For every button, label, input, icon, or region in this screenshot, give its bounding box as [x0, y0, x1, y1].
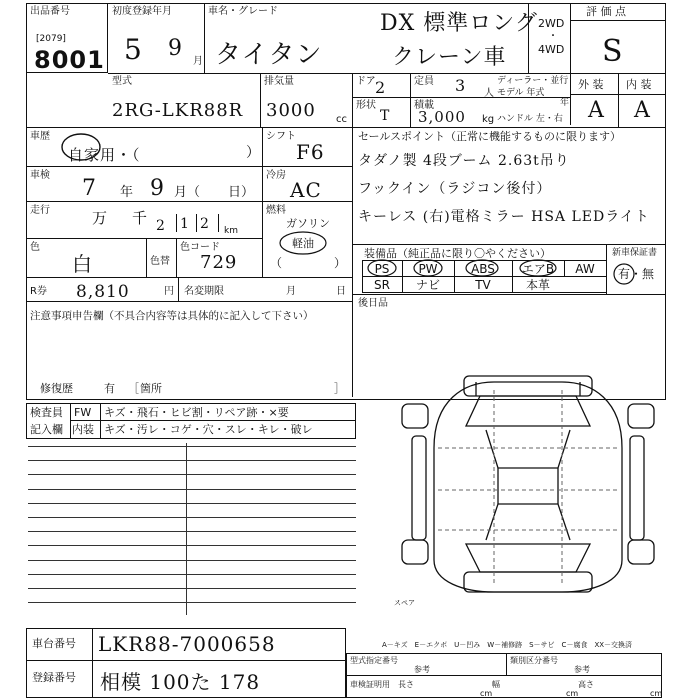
- eval-label: 評 価 点: [586, 5, 626, 18]
- eval-score: S: [602, 34, 624, 69]
- drive-2wd: 2WD: [538, 17, 565, 30]
- divider: [26, 238, 262, 239]
- inspector-interior-items: キズ・汚レ・コゲ・穴・スレ・キレ・破レ: [104, 423, 313, 436]
- shift-label: シフト: [266, 131, 296, 142]
- repaint-label: 色替: [150, 256, 170, 267]
- first-reg-label: 初度登録年月: [112, 6, 172, 17]
- model-year-label: モデル 年式: [497, 88, 545, 98]
- interior-label: 内 装: [626, 78, 652, 91]
- divider: [26, 166, 352, 167]
- notes-column-divider: [186, 443, 187, 615]
- divider: [352, 244, 666, 245]
- fuel-gasoline: ガソリン: [286, 217, 330, 230]
- shift-value: F6: [296, 140, 325, 164]
- ac-label: 冷房: [266, 170, 286, 181]
- divider: [26, 127, 666, 128]
- lot-sub: [2079]: [36, 34, 66, 44]
- divider: [528, 3, 529, 73]
- ruled-line: [28, 460, 356, 461]
- equip-ps: PS: [374, 262, 390, 276]
- repair-value: 有: [104, 382, 115, 395]
- width-label: 幅: [492, 680, 500, 689]
- equip-airbag: エアB: [521, 262, 555, 276]
- selling-point-line1: タダノ製 4段ブーム 2.63t吊り: [358, 153, 570, 169]
- notes-label: 注意事項申告欄（不具合内容等は具体的に記入して下さい）: [30, 310, 314, 322]
- mileage-sen-unit: 千: [132, 209, 148, 227]
- divider: [92, 628, 93, 698]
- diagram-legend: A－キズ E－エクボ U－凹み W－補修跡 S－サビ C－腐食 XX－交換済: [382, 641, 633, 649]
- inspector-fw-label: FW: [74, 406, 92, 419]
- inspector-interior-label: 内装: [72, 423, 94, 436]
- divider: [260, 73, 261, 127]
- exterior-grade: A: [588, 98, 605, 123]
- lot-label: 出品番号: [30, 6, 70, 17]
- warranty-circle: [612, 262, 636, 286]
- divider: [218, 214, 219, 232]
- divider: [26, 277, 352, 278]
- mileage-label: 走行: [30, 205, 50, 216]
- divider: [352, 127, 353, 397]
- repair-label: 修復歴: [40, 382, 73, 395]
- history-circle: [60, 132, 102, 162]
- divider: [26, 301, 352, 302]
- shape-label: 形状: [356, 100, 376, 111]
- doors-value: 2: [375, 78, 387, 97]
- drive-dot: ・: [548, 31, 558, 42]
- chassis-label: 車台番号: [32, 637, 76, 650]
- divider: [570, 3, 571, 125]
- ruled-line: [28, 588, 356, 589]
- first-reg-month-unit: 月: [193, 56, 203, 67]
- divider: [410, 73, 411, 127]
- divider: [26, 660, 346, 661]
- width-unit: cm: [566, 689, 579, 698]
- grade-line2: クレーン車: [392, 45, 507, 70]
- recycle-label: R券: [30, 286, 47, 297]
- deadline-month-unit: 月: [286, 286, 296, 297]
- displacement-label: 排気量: [264, 76, 294, 87]
- first-reg-year: 5: [124, 33, 143, 66]
- cert-label: 車検証明用: [350, 680, 390, 689]
- fuel-label: 燃料: [266, 205, 286, 216]
- divider: [204, 3, 205, 73]
- equip-pw: PW: [418, 262, 438, 276]
- deadline-day-unit: 日: [336, 286, 346, 297]
- car-name-label: 車名・グレード: [208, 6, 278, 17]
- selling-point-line2: フックイン（ラジコン後付）: [358, 181, 552, 197]
- mileage-man-unit: 万: [92, 209, 108, 227]
- mileage-value-a: 2: [156, 218, 166, 234]
- handle-label: ハンドル 左・右: [497, 114, 563, 124]
- divider: [196, 214, 197, 232]
- divider: [70, 420, 356, 421]
- class-label: 類別区分番号: [510, 656, 558, 665]
- repair-place: 箇所: [140, 382, 162, 395]
- warranty-label: 新車保証書: [612, 248, 658, 258]
- divider: [176, 238, 177, 277]
- divider: [26, 201, 352, 202]
- ruled-line: [28, 517, 356, 518]
- equip-aw: AW: [575, 262, 595, 276]
- inspection-day-unit: 日）: [228, 185, 255, 200]
- divider: [178, 277, 179, 301]
- ruled-line: [28, 446, 356, 447]
- mileage-value-b: 1: [180, 216, 190, 232]
- inspector-label-top: 検査員: [30, 406, 63, 419]
- recycle-unit: 円: [164, 286, 174, 297]
- load-unit: kg: [482, 114, 495, 125]
- divider: [176, 214, 177, 232]
- deadline-label: 名変期限: [184, 286, 224, 297]
- drive-4wd: 4WD: [538, 43, 565, 56]
- load-value: 3,000: [418, 108, 466, 126]
- load-label: 積載: [414, 100, 434, 111]
- divider: [100, 403, 101, 439]
- inspection-label: 車検: [30, 170, 50, 181]
- class-ref: 参考: [574, 665, 590, 674]
- equipment-label: 装備品（純正品に限り〇やください）: [364, 247, 551, 260]
- length-label: 長さ: [398, 680, 414, 689]
- lot-number: 8001: [34, 46, 105, 74]
- repair-bracket-open: ［: [128, 382, 139, 395]
- grade-line1: DX 標準ロング: [380, 11, 538, 36]
- divider: [346, 675, 662, 676]
- model-value: 2RG-LKR88R: [112, 100, 244, 121]
- interior-grade: A: [634, 98, 651, 123]
- doors-label: ドア: [356, 76, 376, 87]
- first-reg-month: 9: [168, 36, 183, 61]
- inspection-year-unit: 年: [120, 185, 134, 200]
- equip-navi: ナビ: [415, 278, 440, 292]
- inspection-year: 7: [82, 176, 97, 201]
- shape-value: T: [380, 108, 391, 124]
- car-diagram: [394, 360, 662, 600]
- divider: [70, 403, 71, 439]
- history-value: 自家用・（: [68, 146, 141, 164]
- displacement-unit: cc: [336, 114, 347, 125]
- divider: [618, 73, 619, 127]
- ruled-line: [28, 474, 356, 475]
- color-label: 色: [30, 242, 40, 253]
- ruled-line: [28, 531, 356, 532]
- capacity-value: 3: [455, 76, 467, 95]
- dealer-label: ディーラー・並行: [497, 76, 569, 86]
- equip-leather: 本革: [525, 278, 550, 292]
- inspector-fw-items: キズ・飛石・ヒビ割・リペア跡・×要: [104, 406, 289, 419]
- color-code-label: 色コード: [180, 242, 220, 253]
- inspection-month: 9: [150, 176, 165, 201]
- equip-abs: ABS: [471, 262, 495, 276]
- diagram-front-mark: スペア: [394, 599, 415, 607]
- divider: [570, 20, 666, 21]
- ruled-line: [28, 560, 356, 561]
- equip-sr: SR: [374, 278, 390, 292]
- plate-value: 相模 100た 178: [100, 670, 261, 694]
- color-code-value: 729: [200, 252, 238, 273]
- color-value: 白: [72, 252, 93, 276]
- plate-label: 登録番号: [32, 671, 76, 684]
- divider: [506, 653, 507, 675]
- rear-label: 後日品: [358, 298, 388, 309]
- capacity-unit: 人: [484, 88, 494, 99]
- height-unit: cm: [650, 689, 663, 698]
- ruled-line: [28, 489, 356, 490]
- divider: [352, 294, 666, 295]
- height-label: 高さ: [578, 680, 594, 689]
- history-paren: ）: [246, 145, 260, 161]
- fuel-paren-open: （: [270, 256, 283, 270]
- divider: [352, 73, 353, 127]
- ruled-line: [28, 574, 356, 575]
- equip-tv: TV: [475, 278, 491, 292]
- fuel-diesel-circle: [278, 230, 328, 256]
- ruled-line: [28, 503, 356, 504]
- divider: [262, 127, 263, 277]
- inspection-month-unit: 月（: [174, 185, 201, 200]
- exterior-label: 外 装: [578, 78, 604, 91]
- warranty-value: 有・無: [618, 267, 655, 281]
- length-unit: cm: [480, 689, 493, 698]
- repair-bracket-close: ］: [334, 382, 345, 395]
- mileage-value-c: 2: [200, 216, 210, 232]
- recycle-value: 8,810: [76, 282, 130, 302]
- mileage-km-unit: km: [224, 226, 238, 236]
- history-label: 車歴: [30, 131, 50, 142]
- model-year-unit: 年: [560, 98, 570, 108]
- divider: [146, 238, 147, 277]
- model-label: 型式: [112, 76, 132, 87]
- type-cert-ref: 参考: [414, 665, 430, 674]
- divider: [606, 244, 607, 294]
- fuel-diesel: 軽油: [292, 237, 314, 250]
- capacity-label: 定員: [414, 76, 434, 87]
- displacement-value: 3000: [266, 100, 316, 121]
- ac-value: AC: [290, 178, 322, 202]
- car-name: タイタン: [215, 40, 323, 70]
- ruled-line: [28, 545, 356, 546]
- selling-points-label: セールスポイント（正常に機能するものに限ります）: [358, 130, 622, 143]
- ruled-line: [28, 602, 356, 603]
- inspector-label-bottom: 記入欄: [30, 423, 63, 436]
- equip-circle-marks: [362, 258, 606, 294]
- fuel-paren-close: ）: [334, 256, 347, 270]
- chassis-value: LKR88-7000658: [98, 632, 276, 656]
- selling-point-line3: キーレス (右)電格ミラー HSA LEDライト: [358, 209, 650, 225]
- type-cert-label: 型式指定番号: [350, 656, 398, 665]
